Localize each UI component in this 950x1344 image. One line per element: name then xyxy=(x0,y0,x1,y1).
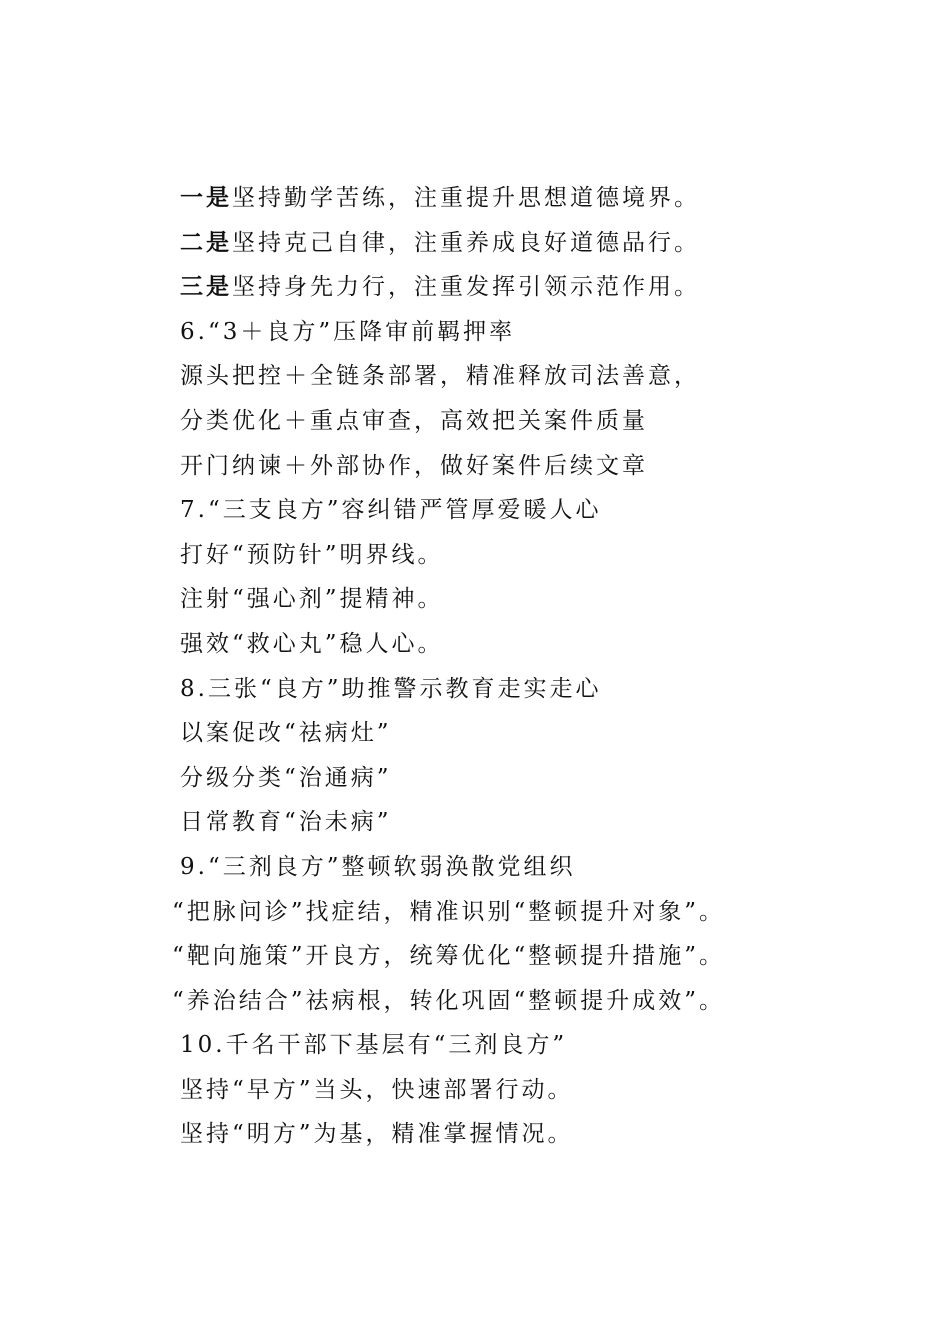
section-heading-8: 8.三张“良方”助推警示教育走实走心 xyxy=(180,675,602,702)
body-line: 以案促改“祛病灶” xyxy=(180,720,392,747)
body-line: 坚持“早方”当头，快速部署行动。 xyxy=(180,1076,574,1103)
item-text: 坚持勤学苦练，注重提升思想道德境界。 xyxy=(232,185,700,211)
body-line: “养治结合”祛病根，转化巩固“整顿提升成效”。 xyxy=(172,987,726,1014)
body-line: 坚持“明方”为基，精准掌握情况。 xyxy=(180,1121,574,1148)
item-lead: 一是 xyxy=(180,184,232,211)
body-line: 分级分类“治通病” xyxy=(180,764,392,791)
body-line: 分类优化＋重点审查，高效把关案件质量 xyxy=(180,407,648,434)
body-line: 注射“强心剂”提精神。 xyxy=(180,586,444,613)
item-lead: 三是 xyxy=(180,273,232,301)
document-body xyxy=(172,176,920,1157)
list-item xyxy=(180,265,920,310)
body-line: 日常教育“治未病” xyxy=(180,809,392,836)
section-heading-9: 9.“三剂良方”整顿软弱涣散党组织 xyxy=(180,853,576,880)
item-text: 坚持身先力行，注重发挥引领示范作用。 xyxy=(232,274,700,301)
section-heading-7: 7.“三支良方”容纠错严管厚爱暖人心 xyxy=(180,497,602,524)
body-line: 打好“预防针”明界线。 xyxy=(180,541,444,568)
body-line: “把脉问诊”找症结，精准识别“整顿提升对象”。 xyxy=(172,898,726,925)
body-line: 强效“救心丸”稳人心。 xyxy=(180,630,444,657)
list-item xyxy=(180,176,920,221)
item-text: 坚持克己自律，注重养成良好道德品行。 xyxy=(232,229,700,256)
list-item xyxy=(180,221,920,266)
item-lead: 二是 xyxy=(180,228,232,256)
body-line: “靶向施策”开良方，统筹优化“整顿提升措施”。 xyxy=(172,943,726,970)
body-line: 源头把控＋全链条部署，精准释放司法善意， xyxy=(180,363,700,390)
section-heading-6: 6.“3＋良方”压降审前羁押率 xyxy=(180,318,516,345)
section-heading-10: 10.千名干部下基层有“三剂良方” xyxy=(180,1032,568,1059)
body-line: 开门纳谏＋外部协作，做好案件后续文章 xyxy=(180,452,648,479)
